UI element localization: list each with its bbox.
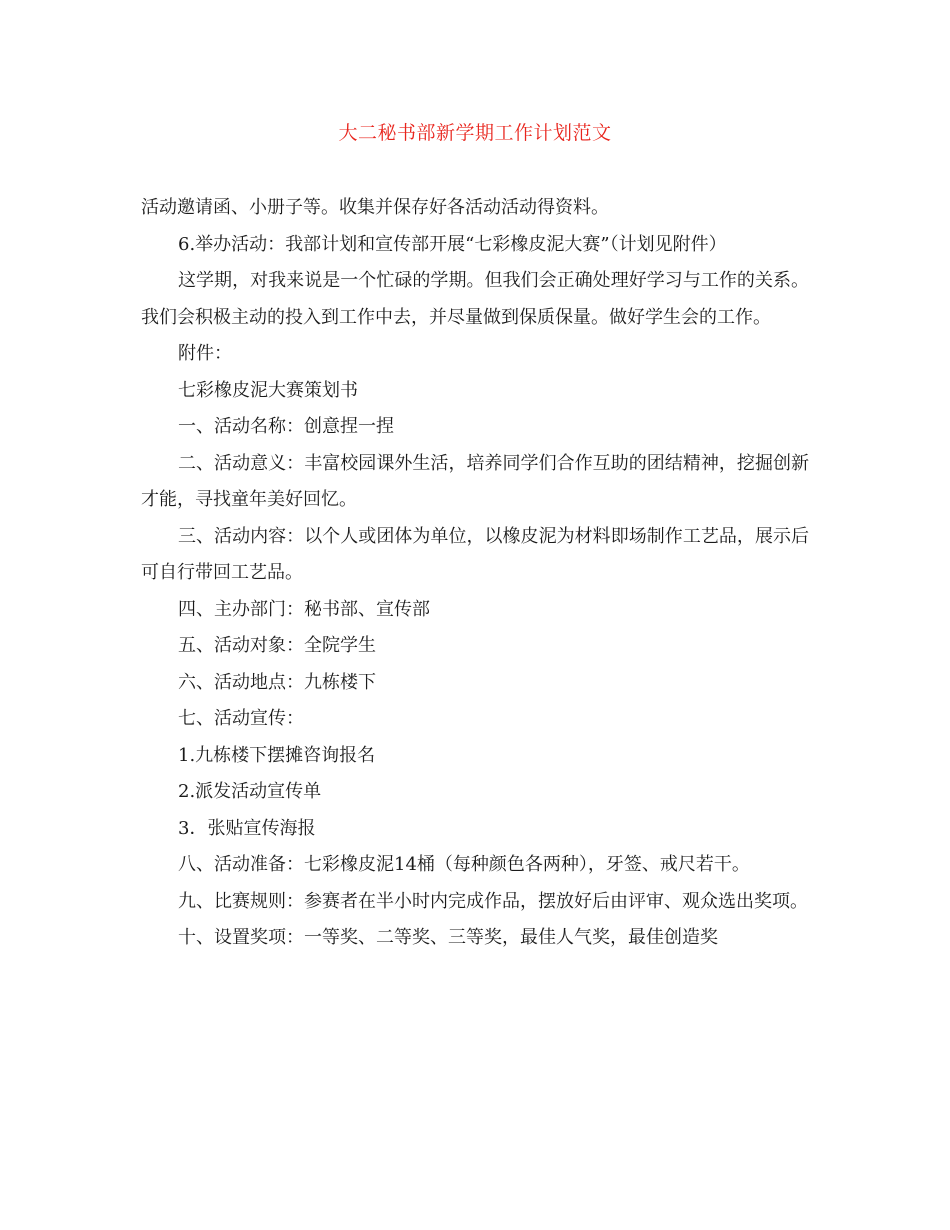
paragraph-organizer: 四、主办部门：秘书部、宣传部 [178,598,430,620]
paragraph-location: 六、活动地点：九栋楼下 [178,671,376,693]
paragraph-publicity-item-3: 3．张贴宣传海报 [178,817,316,839]
paragraph-attachment-label: 附件： [178,343,232,364]
paragraph-activity-content: 三、活动内容：以个人或团体为单位，以橡皮泥为材料即场制作工艺品，展示后可自行带回工艺品。 [141,525,809,583]
paragraph-semester-summary: 这学期，对我来说是一个忙碌的学期。但我们会正确处理好学习与工作的关系。我们会积极主动的投入到工作中去，并尽量做到保质保量。做好学生会的工作。 [141,270,809,328]
paragraph-preparation: 八、活动准备：七彩橡皮泥14桶（每种颜色各两种），牙签、戒尺若干。 [178,854,750,875]
paragraph-activity-name: 一、活动名称：创意捏一捏 [178,416,394,437]
paragraph-rules: 九、比赛规则：参赛者在半小时内完成作品，摆放好后由评审、观众选出奖项。 [178,890,808,912]
paragraph-publicity: 七、活动宣传： [178,708,304,729]
paragraph-plan-title: 七彩橡皮泥大赛策划书 [178,379,358,401]
paragraph-awards: 十、设置奖项：一等奖、二等奖、三等奖，最佳人气奖，最佳创造奖 [178,927,718,948]
paragraph-invitation: 活动邀请函、小册子等。收集并保存好各活动活动得资料。 [141,197,609,218]
document-body [141,190,809,957]
paragraph-activity-meaning: 二、活动意义：丰富校园课外生活，培养同学们合作互助的团结精神，挖掘创新才能，寻找童年美好回忆。 [141,452,809,510]
paragraph-publicity-item-1: 1.九栋楼下摆摊咨询报名 [178,744,376,766]
paragraph-publicity-item-2: 2.派发活动宣传单 [178,781,322,802]
paragraph-hold-activity: 6.举办活动：我部计划和宣传部开展“七彩橡皮泥大赛”（计划见附件） [178,233,727,255]
document-title: 大二秘书部新学期工作计划范文 [338,122,612,144]
paragraph-audience: 五、活动对象：全院学生 [178,635,376,656]
